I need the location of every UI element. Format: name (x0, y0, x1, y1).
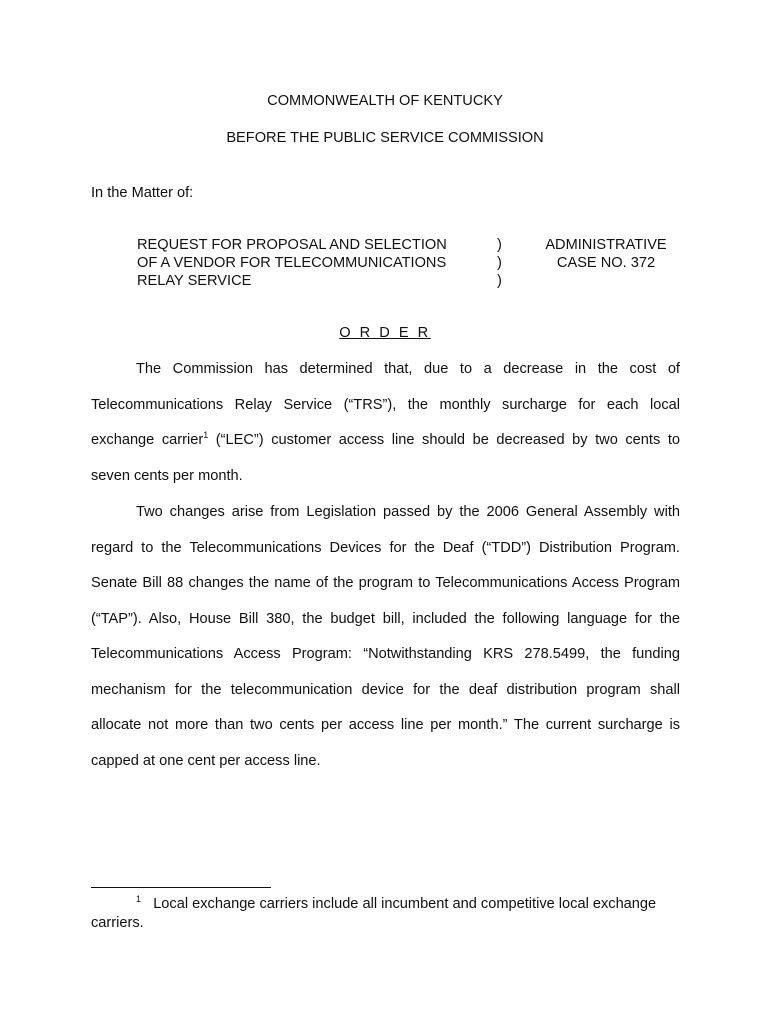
paragraph-line: Two changes arise from Legislation passed by the 2006 General Assembly with (136, 504, 680, 520)
paragraph-line: Senate Bill 88 changes the name of the program to Telecommunications Access Program (91, 575, 680, 591)
paragraph-line: regard to the Telecommunications Devices for the Deaf (“TDD”) Distribution Program. (91, 539, 680, 556)
order-title-text: O R D E R (339, 325, 431, 341)
paragraph-line: (“TAP”). Also, House Bill 380, the budget bill, included the following language for the (91, 610, 680, 627)
footnote-line (91, 895, 680, 914)
paragraph-1 (91, 352, 680, 494)
paragraph-line: Telecommunications Relay Service (“TRS”), the monthly surcharge for each local (91, 396, 680, 413)
footnote-line: carriers. (91, 915, 144, 931)
caption-right-line: CASE NO. 372 (556, 255, 656, 271)
paragraph-line: capped at one cent per access line. (91, 752, 321, 769)
paragraph-line: mechanism for the telecommunication device for the deaf distribution program shall (91, 681, 680, 698)
paragraph-text: exchange carrier (91, 432, 204, 448)
paragraph-line: The Commission has determined that, due to a decrease in the cost of (136, 361, 680, 377)
paragraph-text: (“LEC”) customer access line should be decreased by two cents to (208, 432, 680, 448)
header-commonwealth: COMMONWEALTH OF KENTUCKY (267, 93, 503, 109)
footnote-text: Local exchange carriers include all incumbent and competitive local exchange (153, 896, 657, 912)
caption-separator: ) (497, 237, 502, 253)
caption-separator: ) (497, 255, 502, 271)
paragraph-line (91, 423, 680, 459)
footnote (91, 895, 680, 933)
paragraph-line: Telecommunications Access Program: “Notwithstanding KRS 278.5499, the funding (91, 646, 680, 662)
order-title (0, 325, 770, 341)
footnote-divider (91, 887, 271, 888)
caption-separator: ) (497, 273, 502, 289)
header-commission: BEFORE THE PUBLIC SERVICE COMMISSION (226, 130, 544, 146)
caption-right-line: ADMINISTRATIVE (545, 237, 667, 253)
footnote-number: 1 (136, 894, 142, 904)
matter-intro: In the Matter of: (91, 185, 194, 201)
caption-left-line: REQUEST FOR PROPOSAL AND SELECTION (137, 237, 447, 253)
caption-left-line: OF A VENDOR FOR TELECOMMUNICATIONS (137, 255, 447, 271)
paragraph-line: allocate not more than two cents per access line per month.” The current surcharge is (91, 717, 680, 733)
paragraph-line: seven cents per month. (91, 467, 243, 484)
paragraph-2 (91, 495, 680, 779)
footnote-reference: 1 (203, 430, 209, 440)
caption-left-line: RELAY SERVICE (137, 273, 252, 289)
